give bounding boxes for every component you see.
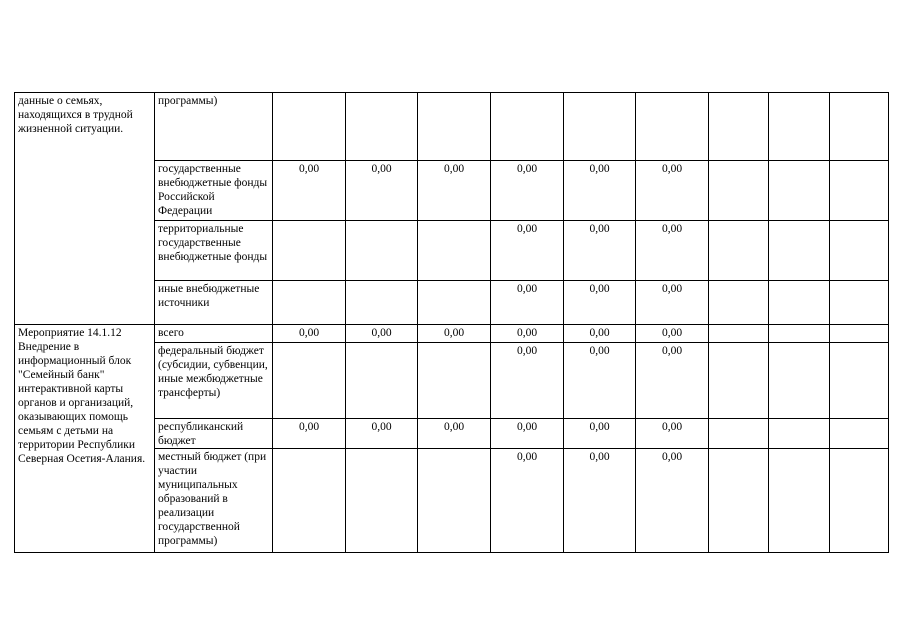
value-cell: 0,00 [491,161,564,221]
value-cell [346,281,418,325]
table-row [15,325,889,343]
value-cell [769,419,830,449]
value-cell: 0,00 [636,281,709,325]
value-cell [418,449,491,553]
value-cell: 0,00 [346,419,418,449]
value-cell: 0,00 [418,161,491,221]
value-cell [709,343,769,419]
table-row [15,93,889,161]
value-cell [769,325,830,343]
value-cell: 0,00 [273,419,346,449]
value-cell [346,343,418,419]
value-cell: 0,00 [564,325,636,343]
value-cell [709,449,769,553]
funding-source-cell: территориальные государственные внебюджетные фонды [155,221,273,281]
value-cell: 0,00 [418,325,491,343]
funding-source-cell: республиканский бюджет [155,419,273,449]
value-cell [273,281,346,325]
value-cell [769,281,830,325]
funding-source-cell: всего [155,325,273,343]
value-cell [769,449,830,553]
value-cell [709,325,769,343]
value-cell [769,221,830,281]
value-cell [830,221,889,281]
value-cell [273,343,346,419]
value-cell [346,221,418,281]
value-cell [418,93,491,161]
value-cell [769,343,830,419]
value-cell: 0,00 [636,449,709,553]
table-body [15,93,889,553]
value-cell: 0,00 [564,419,636,449]
funding-source-cell: федеральный бюджет (субсидии, субвенции, иные межбюджетные трансферты) [155,343,273,419]
value-cell: 0,00 [636,221,709,281]
value-cell [709,221,769,281]
value-cell [564,93,636,161]
funding-source-cell: местный бюджет (при участии муниципальных образований в реализации государственной программы) [155,449,273,553]
value-cell [830,449,889,553]
funding-source-cell: иные внебюджетные источники [155,281,273,325]
value-cell [709,161,769,221]
funding-source-cell: программы) [155,93,273,161]
value-cell: 0,00 [273,161,346,221]
value-cell [346,449,418,553]
value-cell: 0,00 [491,281,564,325]
value-cell [273,93,346,161]
value-cell [830,419,889,449]
value-cell: 0,00 [491,325,564,343]
value-cell [636,93,709,161]
value-cell: 0,00 [346,325,418,343]
value-cell: 0,00 [564,281,636,325]
value-cell [273,449,346,553]
value-cell [418,281,491,325]
value-cell [830,93,889,161]
value-cell [273,221,346,281]
value-cell: 0,00 [491,221,564,281]
value-cell: 0,00 [564,449,636,553]
value-cell: 0,00 [491,419,564,449]
value-cell [418,343,491,419]
value-cell: 0,00 [418,419,491,449]
value-cell: 0,00 [491,449,564,553]
value-cell [830,281,889,325]
value-cell: 0,00 [636,325,709,343]
value-cell: 0,00 [636,343,709,419]
value-cell [830,325,889,343]
value-cell: 0,00 [273,325,346,343]
value-cell [491,93,564,161]
value-cell: 0,00 [564,343,636,419]
budget-table [14,92,889,553]
value-cell: 0,00 [346,161,418,221]
value-cell: 0,00 [636,161,709,221]
value-cell [418,221,491,281]
measure-cell: данные о семьях, находящихся в трудной жизненной ситуации. [15,93,155,325]
value-cell [769,93,830,161]
value-cell: 0,00 [491,343,564,419]
value-cell [709,419,769,449]
value-cell: 0,00 [564,161,636,221]
value-cell [346,93,418,161]
value-cell [709,281,769,325]
funding-source-cell: государственные внебюджетные фонды Российской Федерации [155,161,273,221]
value-cell [830,161,889,221]
value-cell: 0,00 [636,419,709,449]
value-cell [769,161,830,221]
measure-cell: Мероприятие 14.1.12 Внедрение в информационный блок "Семейный банк" интерактивной карты органов и организаций, оказывающих помощь семьям с детьми на территории Республики Северная Осетия-Алания. [15,325,155,553]
value-cell [830,343,889,419]
value-cell: 0,00 [564,221,636,281]
value-cell [709,93,769,161]
